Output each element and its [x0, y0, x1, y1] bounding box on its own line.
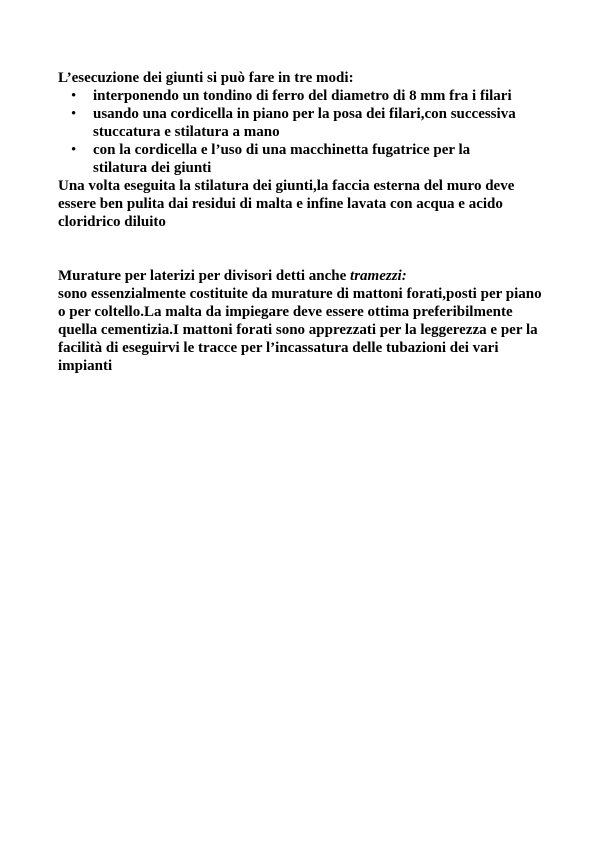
bullet-icon: • [71, 142, 77, 158]
heading-text: Murature per laterizi per divisori detti anche [58, 268, 351, 284]
partition-walls-heading [58, 267, 548, 285]
partition-walls-body: sono essenzialmente costituite da murature di mattoni forati,posti per piano o per coltello.La malta da impiegare deve essere ottima preferibilmente quella cementizia.I mattoni forati sono apprezzati per la leggerezza e per la facilità di eseguirvi le tracce per l’incassatura delle tubazioni dei vari impianti [58, 286, 542, 374]
joints-method-list [58, 87, 548, 177]
section-spacer [58, 231, 548, 267]
list-item [71, 87, 548, 105]
list-item-text: usando una cordicella in piano per la posa dei filari,con successiva stuccatura e stilatura a mano [93, 106, 516, 140]
list-item [71, 105, 548, 141]
list-item-text: con la cordicella e l’uso di una macchinetta fugatrice per la stilatura dei giunti [93, 142, 471, 176]
document-page [58, 69, 548, 375]
joints-closing-paragraph: Una volta eseguita la stilatura dei giunti,la faccia esterna del muro deve essere ben pulita dai residui di malta e infine lavata con acqua e acido cloridrico diluito [58, 178, 515, 230]
bullet-icon: • [71, 88, 77, 104]
heading-italic-term: tramezzi: [350, 268, 407, 284]
bullet-icon: • [71, 106, 77, 122]
list-item [71, 141, 548, 177]
joints-intro: L’esecuzione dei giunti si può fare in tre modi: [58, 70, 354, 86]
list-item-text: interponendo un tondino di ferro del diametro di 8 mm fra i filari [93, 88, 512, 104]
